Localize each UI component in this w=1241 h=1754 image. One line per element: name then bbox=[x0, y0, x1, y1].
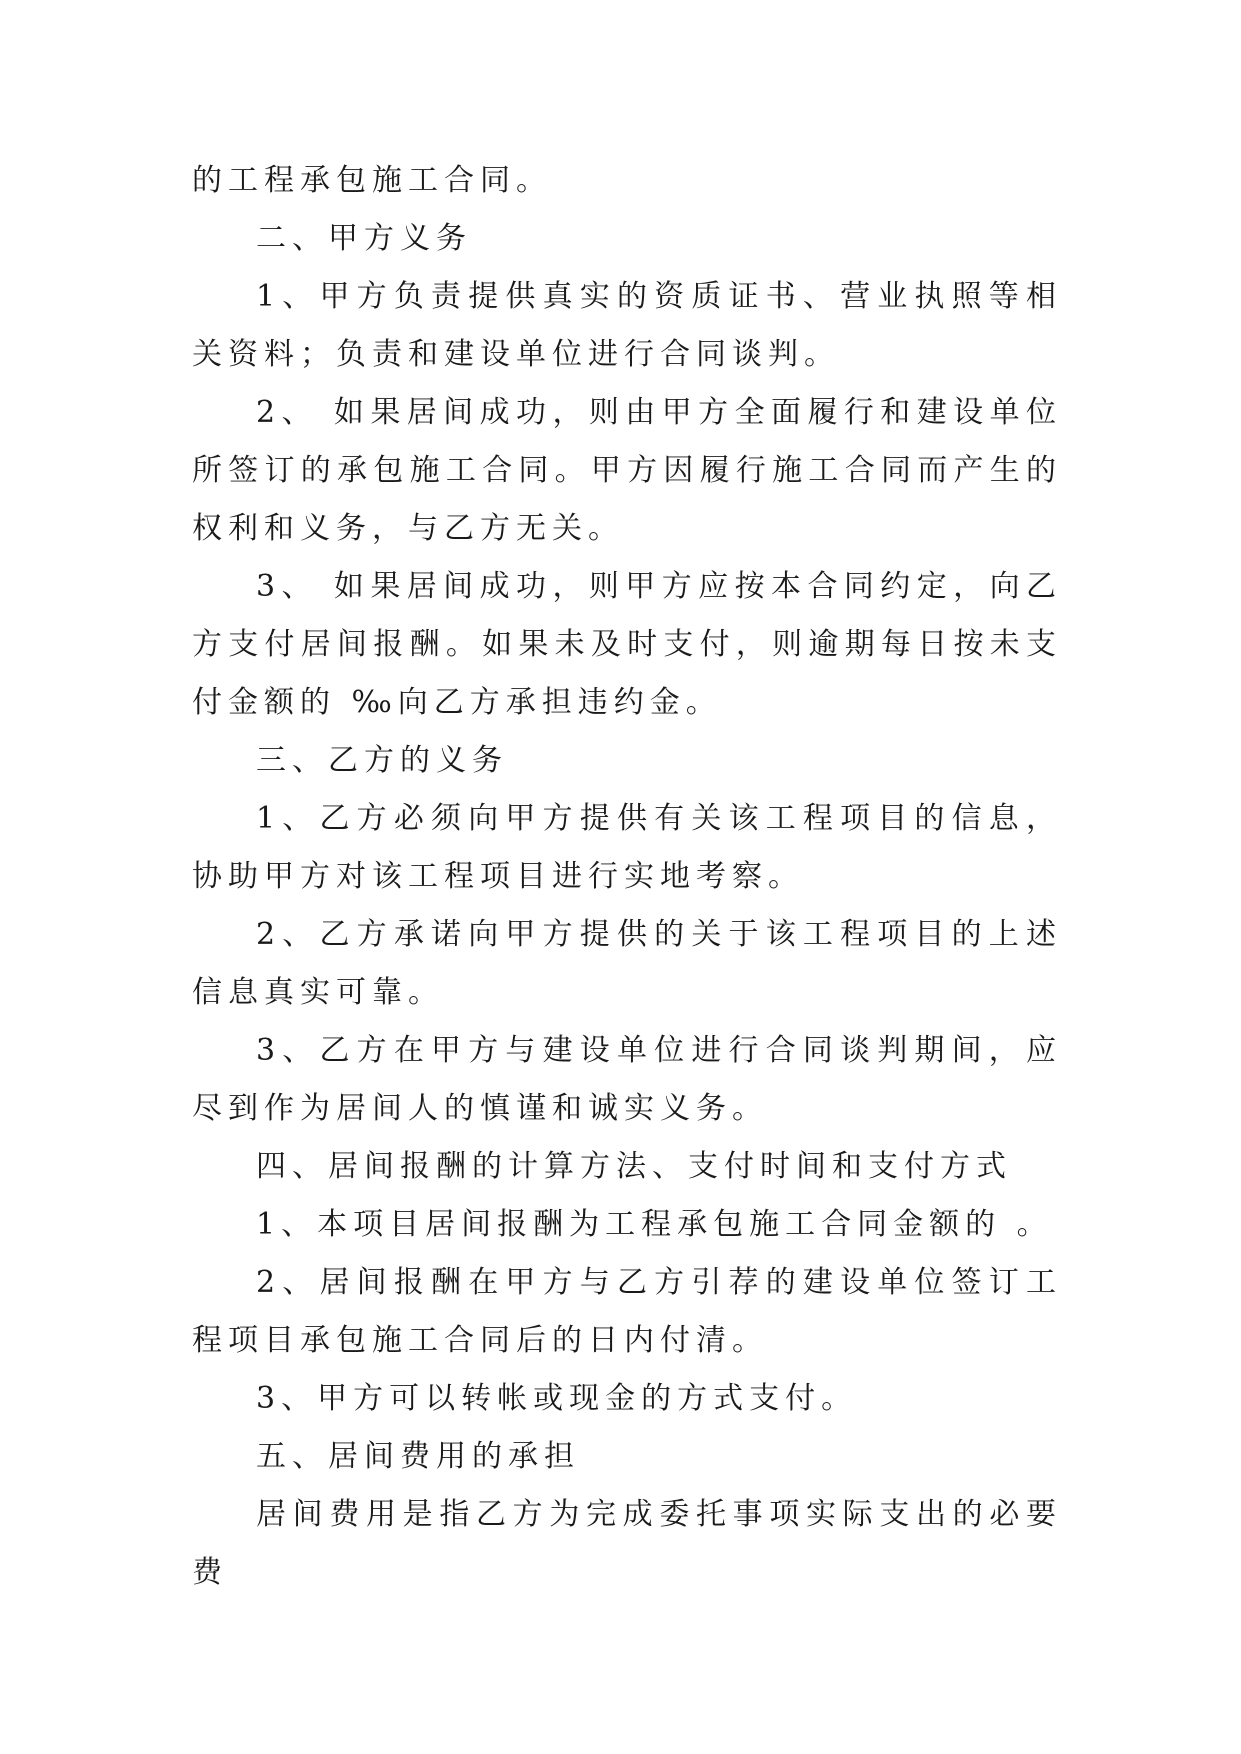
clause-a-2: 2、 如果居间成功，则由甲方全面履行和建设单位所签订的承包施工合同。甲方因履行施工合同而产生的权利和义务，与乙方无关。 bbox=[192, 395, 1062, 546]
section-heading-party-b-obligations: 三、乙方的义务 bbox=[256, 743, 508, 778]
contract-body bbox=[192, 152, 1062, 1602]
clause-remuneration-2: 2、居间报酬在甲方与乙方引荐的建设单位签订工程项目承包施工合同后的日内付清。 bbox=[192, 1265, 1062, 1358]
section-heading-remuneration: 四、居间报酬的计算方法、支付时间和支付方式 bbox=[256, 1149, 1012, 1184]
paragraph-contract-continuation: 的工程承包施工合同。 bbox=[192, 163, 552, 198]
clause-b-1: 1、乙方必须向甲方提供有关该工程项目的信息，协助甲方对该工程项目进行实地考察。 bbox=[192, 801, 1062, 894]
clause-a-3: 3、 如果居间成功，则甲方应按本合同约定，向乙方支付居间报酬。如果未及时支付，则逾期每日按未支付金额的 ‰向乙方承担违约金。 bbox=[192, 569, 1062, 720]
clause-remuneration-1: 1、本项目居间报酬为工程承包施工合同金额的 。 bbox=[256, 1207, 1053, 1242]
section-heading-expenses: 五、居间费用的承担 bbox=[256, 1439, 580, 1474]
clause-remuneration-3: 3、甲方可以转帐或现金的方式支付。 bbox=[256, 1381, 858, 1416]
section-heading-party-a-obligations: 二、甲方义务 bbox=[256, 221, 472, 256]
clause-b-2: 2、乙方承诺向甲方提供的关于该工程项目的上述信息真实可靠。 bbox=[192, 917, 1062, 1010]
clause-b-3: 3、乙方在甲方与建设单位进行合同谈判期间，应尽到作为居间人的慎谨和诚实义务。 bbox=[192, 1033, 1062, 1126]
clause-a-1: 1、甲方负责提供真实的资质证书、营业执照等相关资料；负责和建设单位进行合同谈判。 bbox=[192, 279, 1062, 372]
clause-expenses-1: 居间费用是指乙方为完成委托事项实际支出的必要费 bbox=[192, 1497, 1062, 1590]
